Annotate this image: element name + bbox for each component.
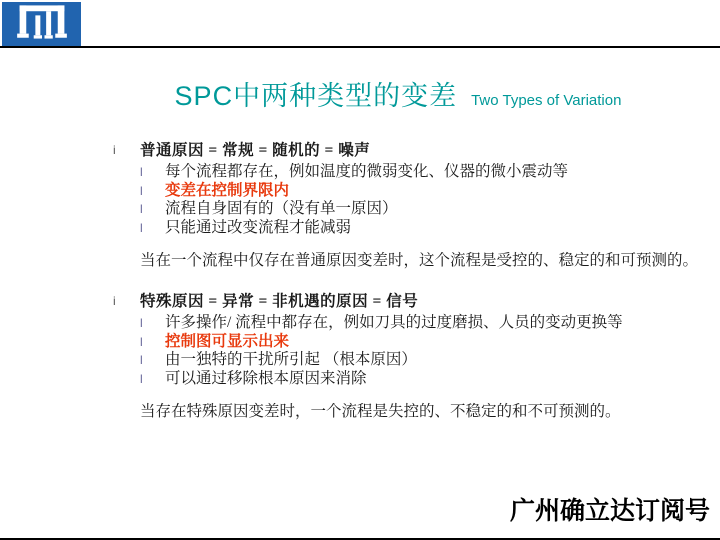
list-item [140, 163, 709, 182]
list-item [140, 200, 709, 219]
bullet-text: 由一独特的干扰所引起 （根本原因） [165, 351, 417, 368]
section-common-cause-note: 当在一个流程中仅存在普通原因变差时，这个流程是受控的、稳定的和可预测的。 [140, 252, 699, 269]
level2-bullet-marker: l [140, 220, 143, 235]
level2-bullet-marker: l [140, 334, 143, 349]
list-item [140, 314, 709, 333]
section-special-cause-heading [113, 292, 709, 311]
heading-text: 普通原因 = 常规 = 随机的 = 噪声 [140, 142, 371, 159]
bullet-text: 只能通过改变流程才能减弱 [165, 218, 352, 236]
level2-bullet-marker: l [140, 202, 143, 216]
bullet-text-emphasis: 控制图可显示出来 [165, 332, 290, 350]
heading-text: 特殊原因 = 异常 = 非机遇的原因 = 信号 [140, 293, 419, 310]
level1-bullet-marker: i [113, 294, 116, 308]
list-item [140, 219, 709, 238]
level2-bullet-marker: l [140, 165, 143, 179]
list-item [140, 351, 709, 370]
level1-bullet-marker: i [113, 143, 116, 157]
gate-logo-icon [13, 2, 71, 47]
list-item [140, 333, 709, 352]
level2-bullet-marker: l [140, 353, 143, 367]
slide-body [113, 141, 709, 443]
title-english: Two Types of Variation [471, 92, 622, 109]
page-title [0, 74, 720, 113]
bullet-text: 可以通过移除根本原因来消除 [165, 369, 367, 387]
bullet-text: 每个流程都存在，例如温度的微弱变化、仪器的微小震动等 [165, 163, 569, 180]
level2-bullet-marker: l [140, 371, 143, 386]
company-logo [2, 2, 81, 47]
bullet-text-emphasis: 变差在控制界限内 [165, 181, 290, 199]
level2-bullet-marker: l [140, 183, 143, 198]
title-chinese: SPC中两种类型的变差 [174, 81, 458, 111]
section-common-cause-heading [113, 141, 709, 160]
bullet-text: 流程自身固有的（没有单一原因） [165, 200, 398, 217]
bullet-text: 许多操作/ 流程中都存在，例如刀具的过度磨损、人员的变动更换等 [165, 314, 623, 331]
section-special-cause-note: 当存在特殊原因变差时，一个流程是失控的、不稳定的和不可预测的。 [140, 403, 621, 420]
watermark-text: 广州确立达订阅号 [509, 497, 710, 525]
level2-bullet-marker: l [140, 316, 143, 330]
list-item [140, 182, 709, 201]
header-divider [0, 46, 720, 48]
list-item [140, 370, 709, 389]
